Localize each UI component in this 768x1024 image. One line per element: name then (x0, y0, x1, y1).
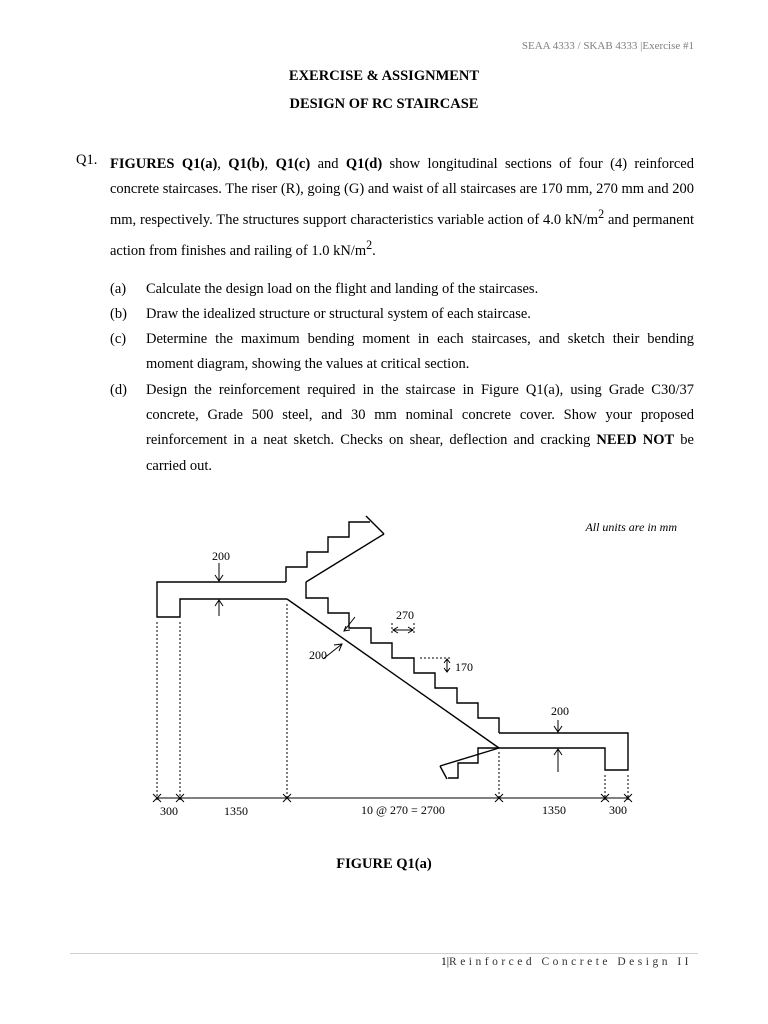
dimension-line (153, 794, 632, 802)
course-codes: SEAA 4333 / SKAB 4333 (521, 40, 638, 52)
dimension-extension-lines (157, 604, 628, 800)
figure-caption: FIGURE Q1(a) (336, 856, 432, 872)
question-number: Q1. (76, 152, 98, 168)
text-fragment: , (217, 156, 229, 172)
item-text: Draw the idealized structure or structural system of each staircase. (146, 306, 531, 322)
figure-labels (160, 549, 627, 818)
item-label: (a) (110, 281, 127, 297)
bottom-landing-slab (499, 733, 628, 770)
top-landing-slab (157, 582, 287, 617)
text-fragment: , (264, 156, 276, 172)
outline-edge (440, 766, 447, 779)
outline-edge (306, 534, 384, 582)
document-title: EXERCISE & ASSIGNMENT (288, 68, 480, 84)
text-fragment: be carried out. (146, 432, 694, 474)
item-text: Calculate the design load on the flight and landing of the staircases. (146, 281, 539, 297)
waist-label-top: 200 (212, 549, 230, 563)
going-label: 270 (396, 608, 414, 622)
dim-flight: 10 @ 270 = 2700 (361, 803, 445, 817)
fig-ref-d: Q1(d) (345, 156, 383, 172)
riser-label: 170 (455, 660, 473, 674)
dim-300-left: 300 (160, 804, 178, 818)
page-number: 1 (440, 956, 447, 968)
course-name: Reinforced Concrete Design II (449, 956, 692, 968)
waist-label-flight: 200 (309, 648, 327, 662)
intro-text-2: and permanent action from finishes and railing of 1.0 kN/m (110, 212, 694, 260)
intro-text: show longitudinal sections of four (4) reinforced concrete staircases. The riser (R), going (G) and waist of all staircases are 170 mm, 270 mm and 200 mm, respectively. The structures support characteristics variable action of 4.0 kN/m (110, 156, 694, 229)
page-footer (441, 956, 692, 968)
fig-ref-a: FIGURES Q1(a) (110, 156, 218, 172)
fig-ref-b: Q1(b) (228, 156, 265, 172)
header-separator: | (640, 40, 643, 52)
waist-label-bottom: 200 (551, 704, 569, 718)
superscript: 2 (598, 207, 605, 222)
item-text: Determine the maximum bending moment in each staircases, and sketch their bending moment diagram, showing the values at critical section. (146, 331, 694, 373)
dim-1350-right: 1350 (542, 803, 566, 817)
footer-separator: | (446, 956, 450, 968)
item-label: (c) (110, 331, 127, 347)
flight-steps (306, 582, 499, 733)
outline-edge (366, 516, 384, 534)
fig-ref-c: Q1(c) (275, 156, 311, 172)
exercise-number: Exercise #1 (642, 40, 694, 52)
lower-break-steps (448, 748, 499, 778)
thickness-arrows (215, 563, 562, 772)
units-note: All units are in mm (585, 520, 677, 534)
emphasis: NEED NOT (596, 432, 675, 449)
text-fragment: . (372, 243, 376, 260)
document-subtitle: DESIGN OF RC STAIRCASE (289, 96, 479, 112)
upper-break-steps (286, 522, 370, 582)
text-fragment: and (310, 156, 346, 172)
footer-divider (70, 953, 698, 954)
text-fragment: Design the reinforcement required in the staircase in Figure Q1(a), using Grade C30/37 concrete, Grade 500 steel, and 30 mm nominal concrete cover. Show your proposed reinforcement in a neat sketch. Checks on shear, deflection and cracking (146, 382, 694, 449)
dim-1350-left: 1350 (224, 804, 248, 818)
dim-300-right: 300 (609, 803, 627, 817)
item-label: (b) (110, 306, 127, 322)
superscript: 2 (366, 238, 373, 253)
item-label: (d) (110, 382, 127, 398)
